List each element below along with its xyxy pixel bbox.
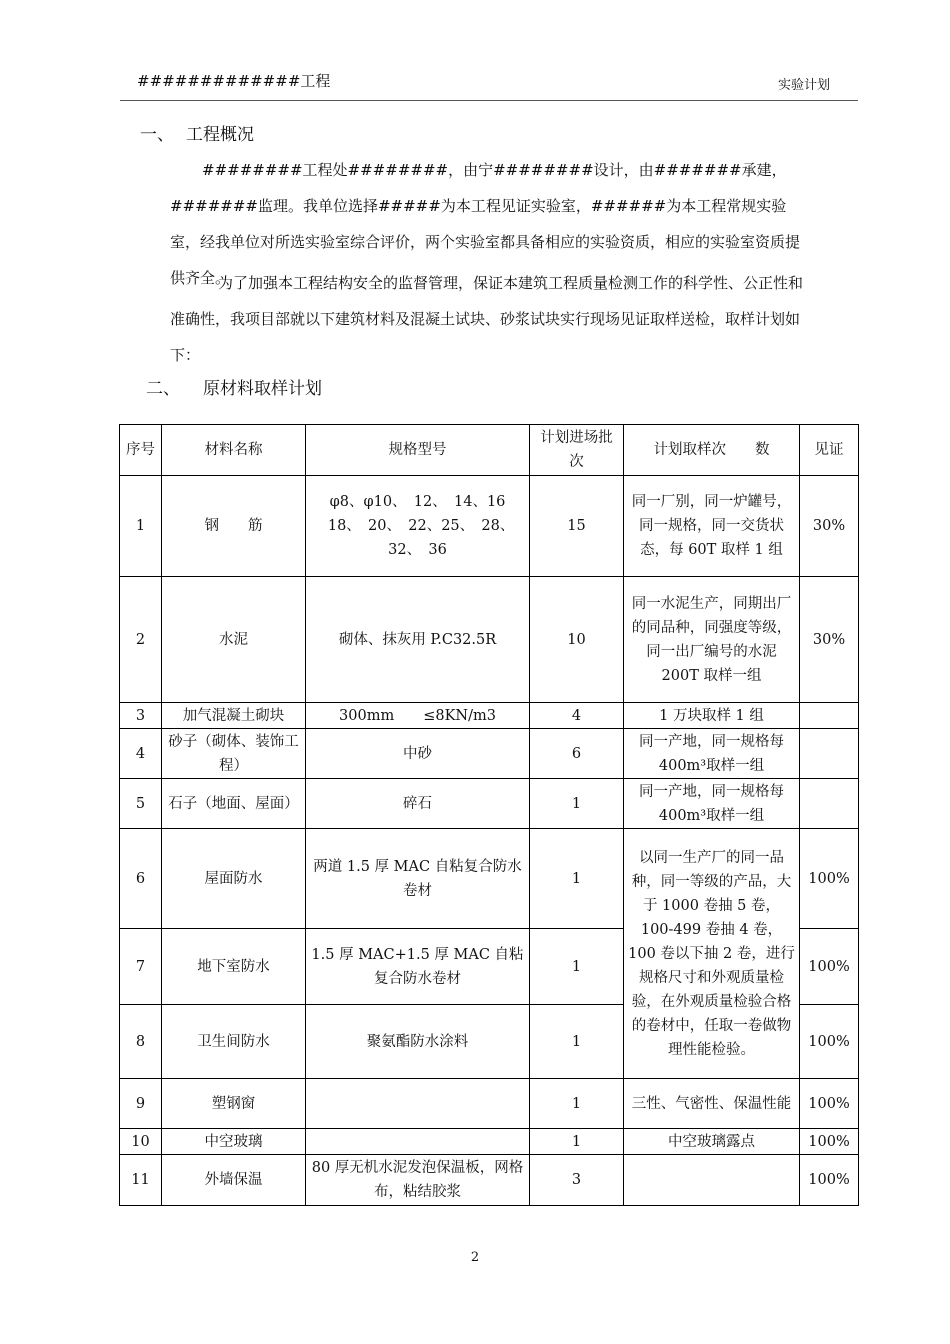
- row-material-name: 砂子（砌体、装饰工程）: [162, 729, 306, 779]
- row-material-name: 地下室防水: [162, 929, 306, 1005]
- row-seq: 5: [120, 779, 162, 829]
- row-seq: 10: [120, 1129, 162, 1155]
- row-witness: 100%: [800, 829, 859, 929]
- row-spec: 聚氨酯防水涂料: [306, 1005, 530, 1079]
- row-sample: 同一产地，同一规格每 400m³取样一组: [624, 729, 800, 779]
- row-sample: 中空玻璃露点: [624, 1129, 800, 1155]
- row-seq: 4: [120, 729, 162, 779]
- section-2-heading: [146, 374, 322, 399]
- row-seq: 1: [120, 476, 162, 577]
- row-batches: 1: [530, 1005, 624, 1079]
- row-spec: φ8、φ10、 12、 14、16 18、 20、 22、25、 28、 32、 36: [306, 476, 530, 577]
- overview-paragraph: ########工程处########，由宁########设计，由#######承建，#######监理。我单位选择#####为本工程见证实验室，######为本工程常规实验室，经我单位对所选实验室综合评价，两个实验室都具备相应的实验资质，相应的实验室资质提供齐全。: [170, 161, 801, 287]
- table-row: [120, 779, 859, 829]
- table-row: [120, 1129, 859, 1155]
- row-batches: 1: [530, 829, 624, 929]
- row-spec: 中砂: [306, 729, 530, 779]
- row-batches: 1: [530, 929, 624, 1005]
- row-material-name: 屋面防水: [162, 829, 306, 929]
- row-sample: 同一水泥生产，同期出厂的同品种，同强度等级，同一出厂编号的水泥 200T 取样一组: [624, 577, 800, 703]
- row-seq: 7: [120, 929, 162, 1005]
- row-sample: 同一产地，同一规格每 400m³取样一组: [624, 779, 800, 829]
- row-spec: [306, 1129, 530, 1155]
- row-sample: 同一厂别，同一炉罐号，同一规格，同一交货状态，每 60T 取样 1 组: [624, 476, 800, 577]
- row-spec: 1.5 厚 MAC+1.5 厚 MAC 自粘复合防水卷材: [306, 929, 530, 1005]
- row-batches: 1: [530, 1079, 624, 1129]
- row-batches: 6: [530, 729, 624, 779]
- header-doc-type: 实验计划: [777, 78, 830, 93]
- row-batches: 4: [530, 703, 624, 729]
- row-sample: 1 万块取样 1 组: [624, 703, 800, 729]
- row-material-name: 石子（地面、屋面）: [162, 779, 306, 829]
- row-material-name: 加气混凝土砌块: [162, 703, 306, 729]
- row-material-name: 水泥: [162, 577, 306, 703]
- row-spec: 碎石: [306, 779, 530, 829]
- header-witness: 见证: [800, 425, 859, 476]
- header-planned-batches: 计划进场批 次: [530, 425, 624, 476]
- row-material-name: 塑钢窗: [162, 1079, 306, 1129]
- header-project-title: #############工程: [137, 72, 331, 90]
- row-spec: [306, 1079, 530, 1129]
- row-witness: [800, 779, 859, 829]
- section-1-number: 一、: [140, 125, 174, 145]
- row-material-name: 外墙保温: [162, 1155, 306, 1206]
- table-row: [120, 577, 859, 703]
- header-spec: 规格型号: [306, 425, 530, 476]
- row-material-name: 钢 筋: [162, 476, 306, 577]
- row-sample: [624, 1155, 800, 1206]
- row-batches: 3: [530, 1155, 624, 1206]
- header-seq: 序号: [120, 425, 162, 476]
- purpose-paragraph: 为了加强本工程结构安全的监督管理，保证本建筑工程质量检测工作的科学性、公正性和准确性，我项目部就以下建筑材料及混凝土试块、砂浆试块实行现场见证取样送检，取样计划如下：: [170, 274, 804, 364]
- sampling-plan-table: [119, 424, 859, 1206]
- row-witness: 100%: [800, 1155, 859, 1206]
- page-number: 2: [470, 1250, 480, 1265]
- section-1-title: 工程概况: [186, 125, 254, 145]
- row-spec: 两道 1.5 厚 MAC 自粘复合防水卷材: [306, 829, 530, 929]
- table-row: [120, 476, 859, 577]
- row-witness: 100%: [800, 929, 859, 1005]
- header-divider: [120, 100, 858, 101]
- row-witness: 100%: [800, 1005, 859, 1079]
- row-witness: 30%: [800, 577, 859, 703]
- header-material-name: 材料名称: [162, 425, 306, 476]
- section-1-heading: [140, 120, 254, 145]
- row-seq: 3: [120, 703, 162, 729]
- section-2-number: 二、: [146, 379, 180, 399]
- merged-waterproof-sampling-rule: 以同一生产厂的同一品种，同一等级的产品，大于 1000 卷抽 5 卷，100-499 卷抽 4 卷，100 卷以下抽 2 卷，进行规格尺寸和外观质量检验，在外观质量检验合格的卷材中，任取一卷做物理性能检验。: [624, 829, 800, 1079]
- row-witness: 100%: [800, 1129, 859, 1155]
- row-material-name: 中空玻璃: [162, 1129, 306, 1155]
- row-witness: 30%: [800, 476, 859, 577]
- row-batches: 10: [530, 577, 624, 703]
- row-seq: 9: [120, 1079, 162, 1129]
- section-2-title: 原材料取样计划: [203, 379, 322, 399]
- row-material-name: 卫生间防水: [162, 1005, 306, 1079]
- row-witness: 100%: [800, 1079, 859, 1129]
- table-row: [120, 829, 859, 929]
- row-seq: 8: [120, 1005, 162, 1079]
- table-row: [120, 703, 859, 729]
- header-planned-samples: 计划取样次 数: [624, 425, 800, 476]
- row-spec: 80 厚无机水泥发泡保温板，网格布，粘结胶浆: [306, 1155, 530, 1206]
- row-sample: 三性、气密性、保温性能: [624, 1079, 800, 1129]
- row-batches: 1: [530, 1129, 624, 1155]
- table-header-row: [120, 425, 859, 476]
- table-row: [120, 729, 859, 779]
- row-spec: 300mm ≤8KN/m3: [306, 703, 530, 729]
- row-seq: 2: [120, 577, 162, 703]
- table-row: [120, 1079, 859, 1129]
- row-witness: [800, 703, 859, 729]
- row-batches: 1: [530, 779, 624, 829]
- row-witness: [800, 729, 859, 779]
- row-spec: 砌体、抹灰用 P.C32.5R: [306, 577, 530, 703]
- row-batches: 15: [530, 476, 624, 577]
- row-seq: 11: [120, 1155, 162, 1206]
- row-seq: 6: [120, 829, 162, 929]
- table-row: [120, 1155, 859, 1206]
